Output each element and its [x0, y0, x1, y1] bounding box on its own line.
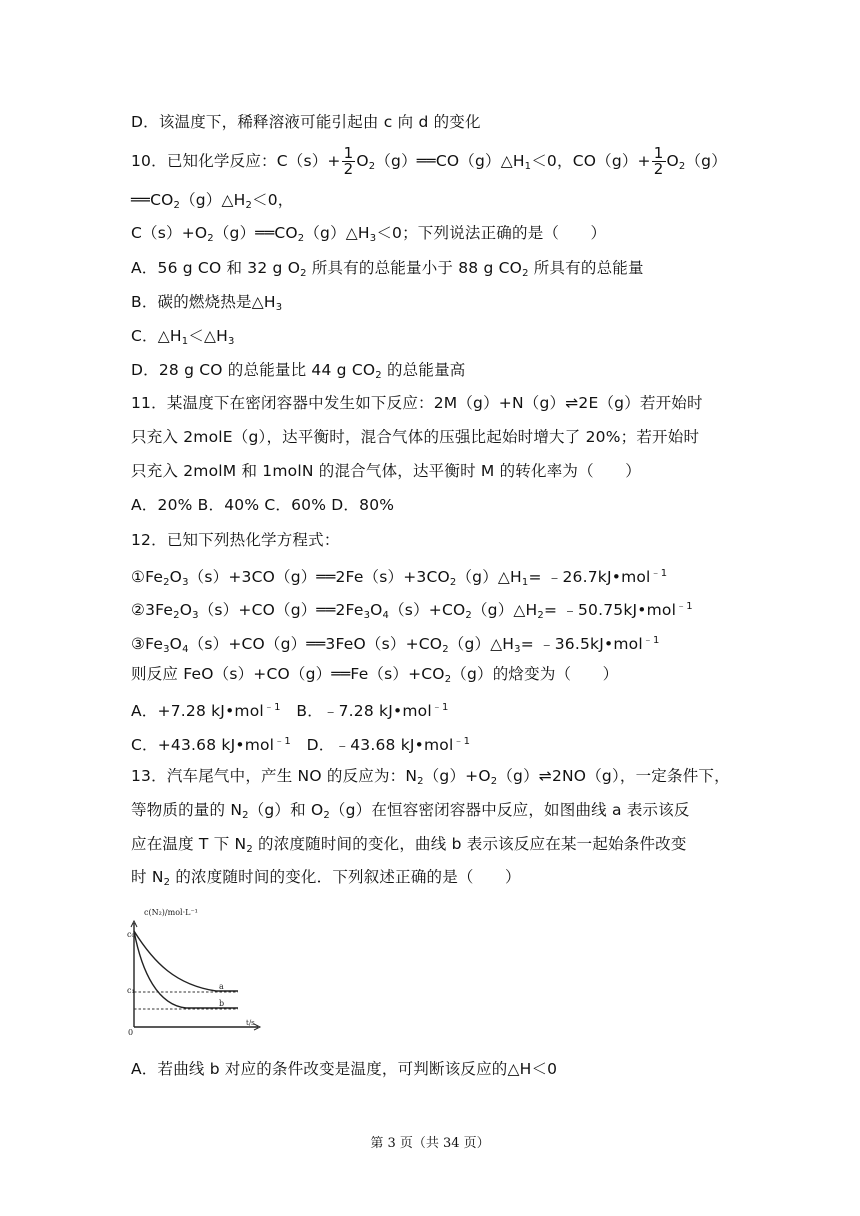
q13-stem-line4: 时 $N_2$ 的浓度随时间的变化．下列叙述正确的是（ ） [131, 868, 521, 888]
q11-stem-line1: 11．某温度下在密闭容器中发生如下反应：2M（g）+N（g）⇌2E（g）若开始时 [131, 394, 703, 412]
figure-origin-label: 0 [128, 1028, 134, 1037]
q10-option-b: B．碳的燃烧热是$\triangle H_3$ [131, 293, 283, 313]
q10-option-d: D．28 g CO 的总能量比 44 g $CO_2$ 的总能量高 [131, 361, 466, 381]
q12-options-ab: A．+7.28 kJ•mol$^{﹣1}$ B．﹣7.28 kJ•mol$^{﹣1}$ [131, 702, 449, 720]
curve-a-label: a [219, 982, 224, 991]
page-footer: 第 3 页（共 34 页） [370, 1136, 490, 1151]
q10-stem-line3: $C(s)+O_2(g)══CO_2(g)\triangle H_3<0$；下列说法正确的是（ ） [131, 224, 607, 244]
figure-x-axis-label: t/s [246, 1019, 255, 1027]
q10-option-a: A．56 g CO 和 32 g $O_2$ 所具有的总能量小于 88 g $CO_2$ 所具有的总能量 [131, 259, 644, 279]
figure-y-axis-label: c(N₂)/mol·L⁻¹ [144, 908, 198, 917]
q12-equation-2: $②3Fe_2O_3(s)+CO(g)══2Fe_3O_4(s)+CO_2(g)\triangle H_2=$ ﹣50.75kJ•mol$^{﹣1}$ [131, 601, 693, 621]
curve-b [134, 931, 238, 1008]
q13-stem-line2: 等物质的量的 $N_2(g)$和 $O_2(g)$在恒容密闭容器中反应，如图曲线 a 表示该反 [131, 801, 690, 821]
curve-b-label: b [219, 999, 225, 1008]
q12-stem: 12．已知下列热化学方程式： [131, 531, 340, 549]
q12-equation-3: $③Fe_3O_4(s)+CO(g)══3FeO(s)+CO_2(g)\triangle H_3=$ ﹣36.5kJ•mol$^{﹣1}$ [131, 635, 660, 655]
q11-stem-line2: 只充入 2molE（g），达平衡时，混合气体的压强比起始时增大了 20%；若开始时 [131, 428, 700, 446]
concentration-time-figure [126, 903, 266, 1037]
half-fraction: $\frac{1}{2}$ [343, 144, 354, 178]
q13-stem-line3: 应在温度 T 下 $N_2$ 的浓度随时间的变化，曲线 b 表示该反应在某一起始条件改变 [131, 835, 687, 855]
q12-equation-1: $①Fe_2O_3(s)+3CO(g)══2Fe(s)+3CO_2(g)\triangle H_1=$ ﹣26.7kJ•mol$^{﹣1}$ [131, 568, 668, 588]
q10-stem-line2: $══CO_2(g)\triangle H_2<0$， [131, 191, 294, 211]
q12-question: 则反应 $FeO(s)+CO(g)══Fe(s)+CO_2(g)$的焓变为（ ） [131, 665, 619, 685]
q11-stem-line3: 只充入 2molM 和 1molN 的混合气体，达平衡时 M 的转化率为（ ） [131, 462, 641, 480]
figure-c1-label: c₁ [127, 986, 135, 995]
q12-options-cd: C．+43.68 kJ•mol$^{﹣1}$ D．﹣43.68 kJ•mol$^{﹣1}$ [131, 736, 471, 754]
figure-c0-label: c₀ [127, 930, 135, 939]
q10-stem-line1: 10．已知化学反应：C（s）+ $\frac{1}{2}$ $O_2(g)══CO(g)\triangle H_1<0$，CO（g）+ $\frac{1}{2}$ $O_2(g)$ [131, 144, 727, 178]
q11-options: A．20% B．40% C．60% D．80% [131, 496, 395, 514]
q13-option-a: A．若曲线 b 对应的条件改变是温度，可判断该反应的△H＜0 [131, 1060, 558, 1078]
half-fraction: $\frac{1}{2}$ [653, 144, 664, 178]
q9-option-d: D．该温度下，稀释溶液可能引起由 c 向 d 的变化 [131, 113, 481, 131]
q10-option-c: C．$\triangle H_1<\triangle H_3$ [131, 327, 235, 347]
q13-stem-line1: 13．汽车尾气中，产生 NO 的反应为：$N_2(g)+O_2(g)\rightleftharpoons 2NO(g)$，一定条件下， [131, 767, 730, 787]
